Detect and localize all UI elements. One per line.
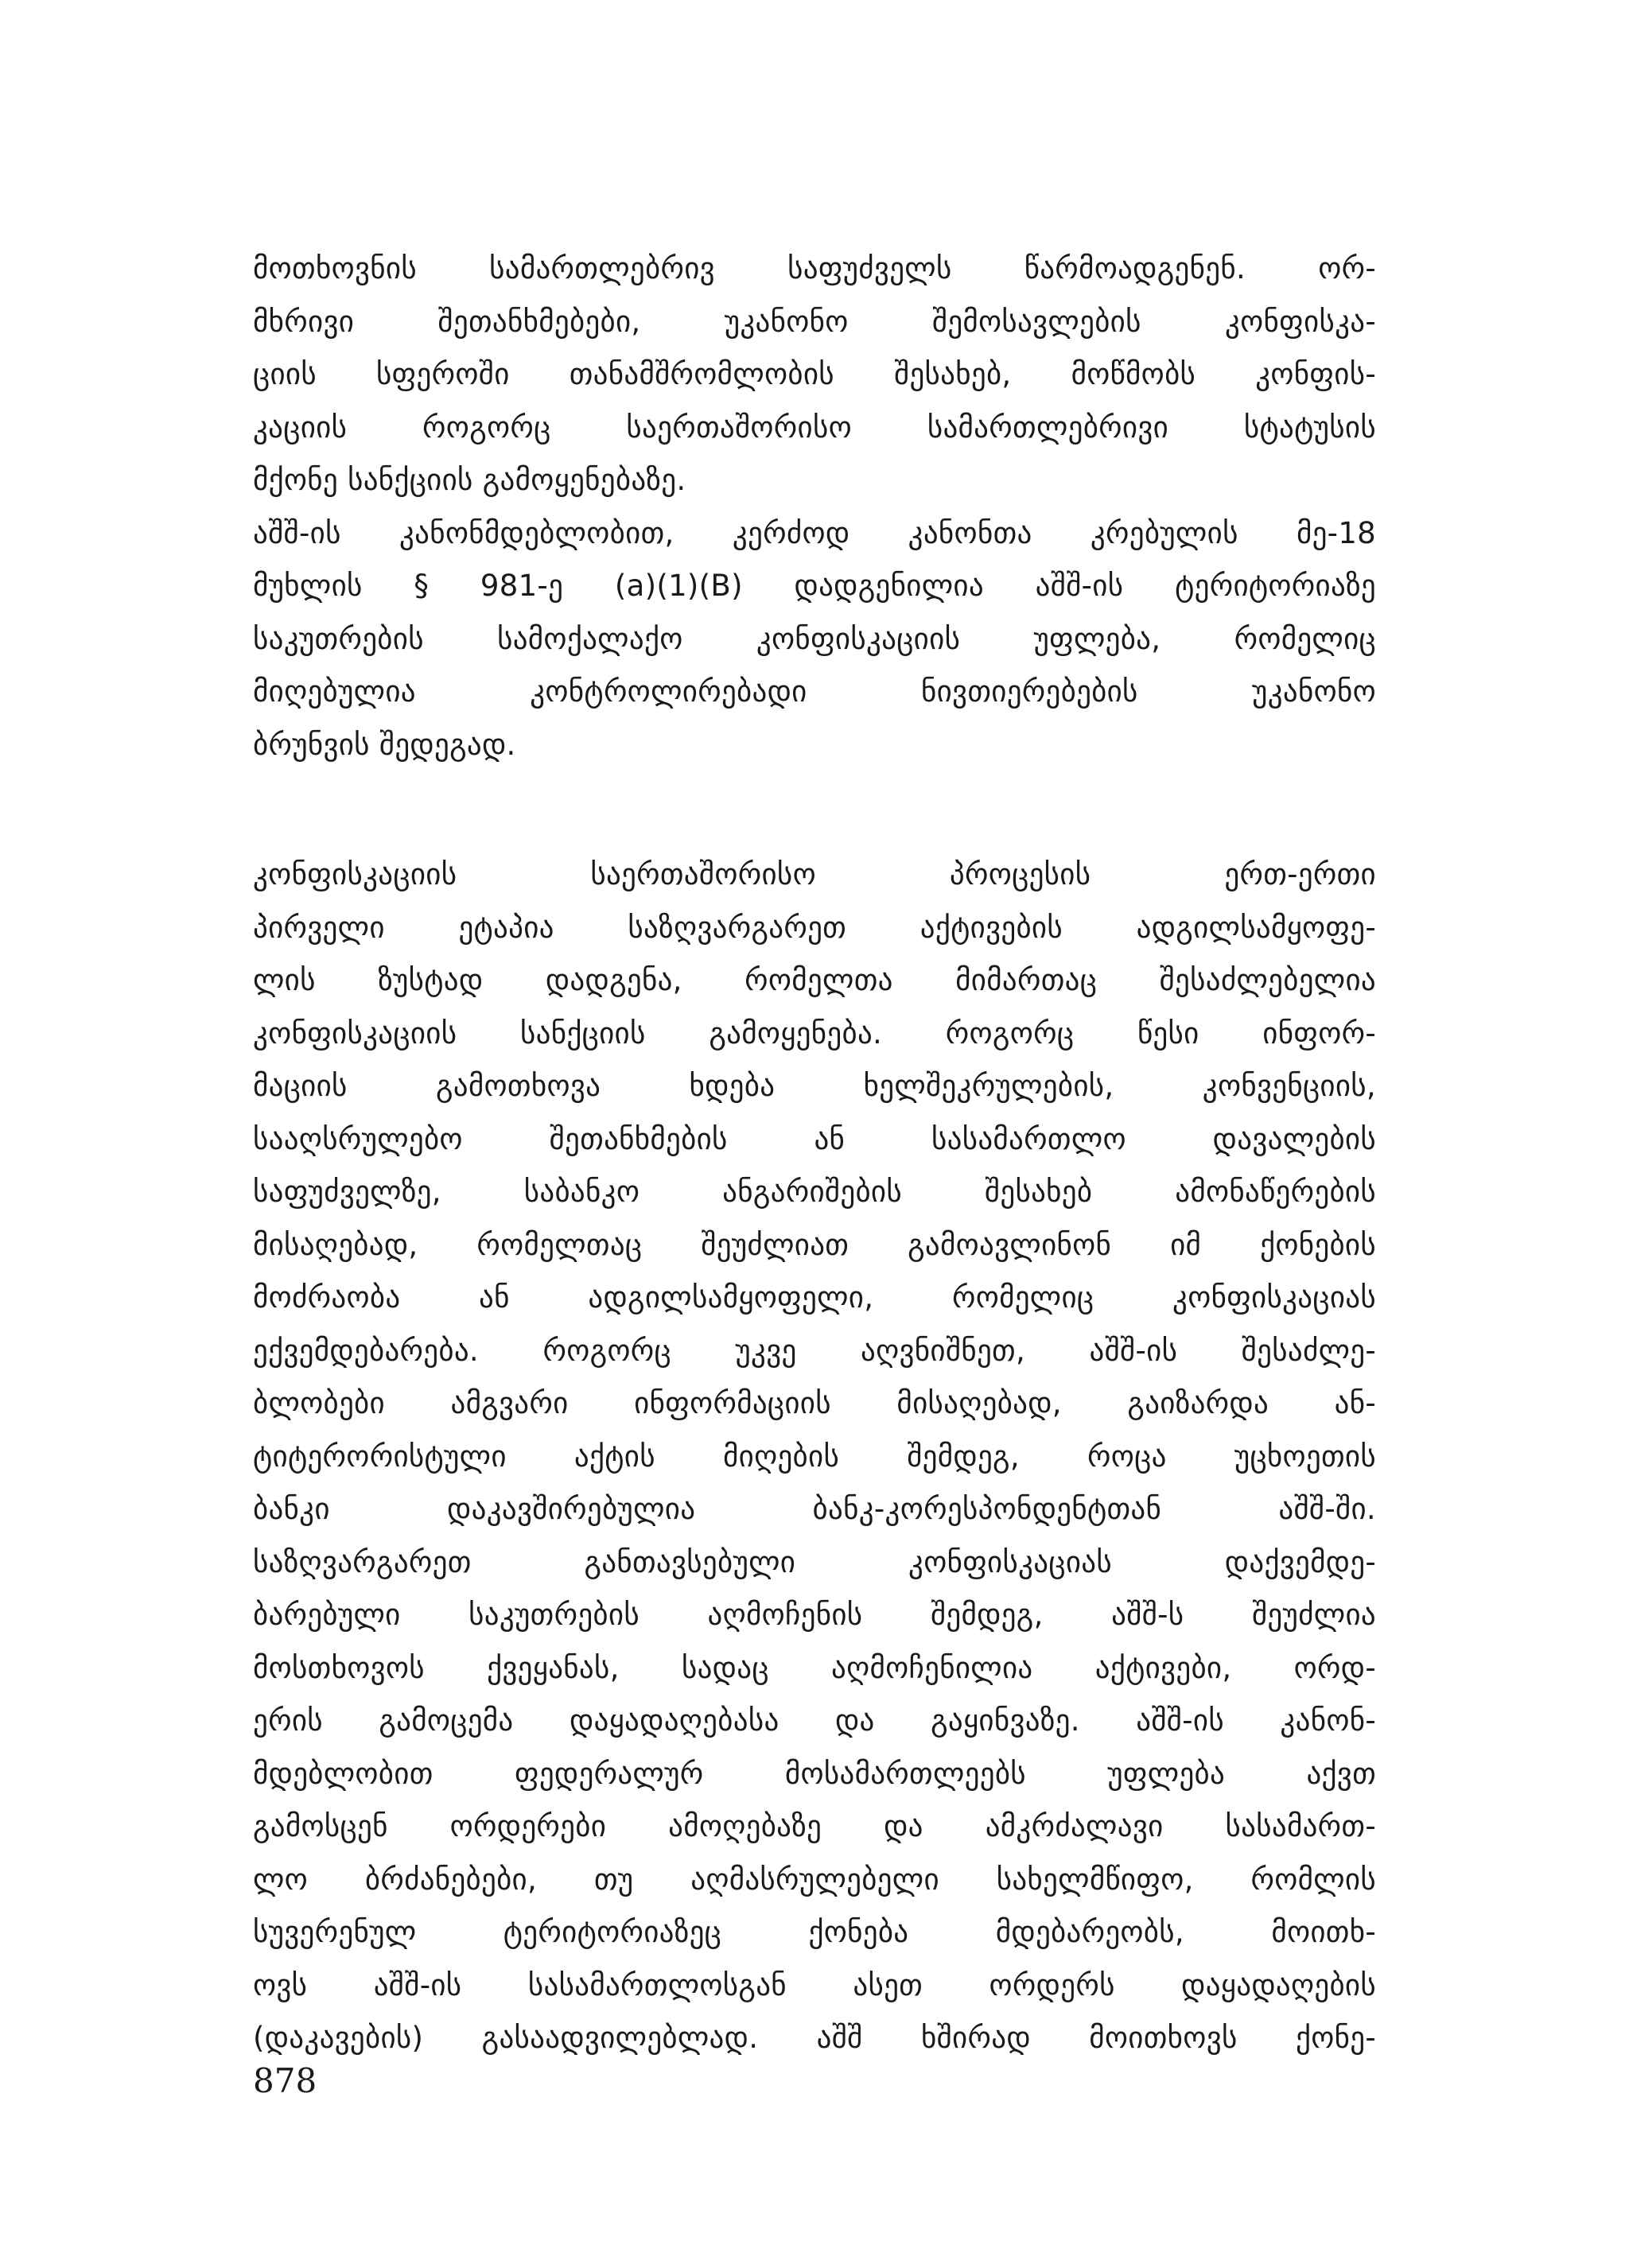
text-line: ექვემდებარება. როგორც უკვე აღვნიშნეთ, აშშ-ის შესაძლე-: [253, 1333, 1376, 1368]
text-line: ციის სფეროში თანამშრომლობის შესახებ, მოწმობს კონფის-: [253, 357, 1376, 391]
text-line: მოსთხოვოს ქვეყანას, სადაც აღმოჩენილია აქტივები, ორდ-: [253, 1650, 1376, 1685]
text-line: გამოსცენ ორდერები ამოღებაზე და ამკრძალავი სასამართ-: [253, 1809, 1376, 1843]
paragraph-2: [253, 849, 1376, 2065]
text-line: ბლობები ამგვარი ინფორმაციის მისაღებად, გაიზარდა ან-: [253, 1386, 1376, 1420]
text-line: კონფისკაციის საერთაშორისო პროცესის ერთ-ერთი: [253, 857, 1376, 891]
text-line: სუვერენულ ტერიტორიაზეც ქონება მდებარეობს, მოითხ-: [253, 1915, 1376, 1949]
paragraph-1: [253, 243, 1376, 771]
text-line: კაციის როგორც საერთაშორისო სამართლებრივი სტატუსის: [253, 410, 1376, 445]
text-line: საზღვარგარეთ განთავსებული კონფისკაციას დაქვემდე-: [253, 1544, 1376, 1579]
text-line: მაციის გამოთხოვა ხდება ხელშეკრულების, კონვენციის,: [253, 1069, 1376, 1103]
text-line: საკუთრების სამოქალაქო კონფისკაციის უფლება, რომელიც: [253, 621, 1376, 656]
text-line: (დაკავების) გასაადვილებლად. აშშ ხშირად მოითხოვს ქონე-: [253, 2021, 1376, 2055]
text-line: კონფისკაციის სანქციის გამოყენება. როგორც წესი ინფორ-: [253, 1016, 1376, 1051]
body-text: [253, 243, 1376, 2065]
text-line: ტიტერორისტული აქტის მიღების შემდეგ, როცა უცხოეთის: [253, 1439, 1376, 1474]
text-line: ბარებული საკუთრების აღმოჩენის შემდეგ, აშშ-ს შეუძლია: [253, 1598, 1376, 1632]
text-line: მიღებულია კონტროლირებადი ნივთიერებების უკანონო: [253, 674, 1376, 709]
text-line: მქონე სანქციის გამოყენებაზე.: [253, 463, 686, 497]
text-line: ოვს აშშ-ის სასამართლოსგან ასეთ ორდერს დაყადაღების: [253, 1967, 1376, 2002]
text-line: ლო ბრძანებები, თუ აღმასრულებელი სახელმწიფო, რომლის: [253, 1862, 1376, 1897]
text-line: პირველი ეტაპია საზღვარგარეთ აქტივების ადგილსამყოფე-: [253, 910, 1376, 945]
text-line: აშშ-ის კანონმდებლობით, კერძოდ კანონთა კრებულის მე-18: [253, 515, 1376, 550]
text-line: მოძრაობა ან ადგილსამყოფელი, რომელიც კონფისკაციას: [253, 1280, 1376, 1315]
text-line: მოთხოვნის სამართლებრივ საფუძველს წარმოადგენენ. ორ-: [253, 251, 1376, 285]
text-line: მხრივი შეთანხმებები, უკანონო შემოსავლების კონფისკა-: [253, 304, 1376, 339]
text-line: მუხლის § 981-ე (a)(1)(B) დადგენილია აშშ-ის ტერიტორიაზე: [253, 569, 1376, 603]
text-line: სააღსრულებო შეთანხმების ან სასამართლო დავალების: [253, 1121, 1376, 1156]
paragraph-spacer: [253, 771, 1376, 849]
page-number: 878: [253, 2061, 317, 2100]
text-line: საფუძველზე, საბანკო ანგარიშების შესახებ ამონაწერების: [253, 1175, 1376, 1209]
text-line: მისაღებად, რომელთაც შეუძლიათ გამოავლინონ იმ ქონების: [253, 1227, 1376, 1262]
text-line: მდებლობით ფედერალურ მოსამართლეებს უფლება აქვთ: [253, 1756, 1376, 1791]
text-line: ლის ზუსტად დადგენა, რომელთა მიმართაც შესაძლებელია: [253, 963, 1376, 997]
text-line: ბანკი დაკავშირებულია ბანკ-კორესპონდენტთან აშშ-ში.: [253, 1492, 1376, 1526]
text-line: ერის გამოცემა დაყადაღებასა და გაყინვაზე. აშშ-ის კანონ-: [253, 1703, 1376, 1738]
text-line: ბრუნვის შედეგად.: [253, 727, 516, 762]
